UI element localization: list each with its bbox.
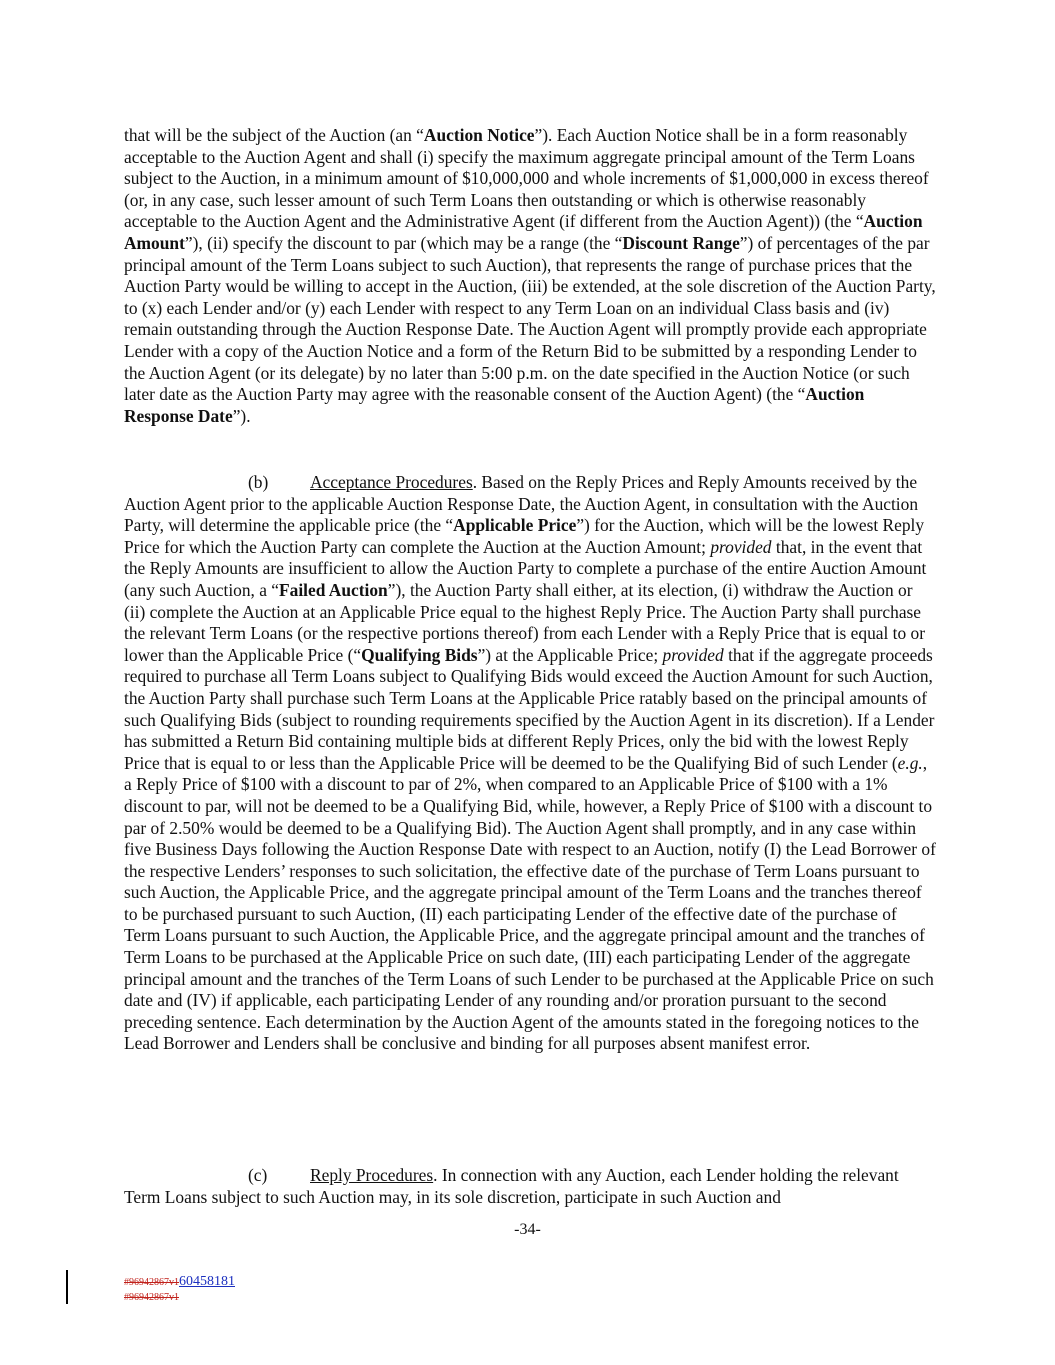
defined-term: Applicable Price <box>453 515 577 536</box>
text-run: ”), the Auction Party shall either, at its election, (i) withdraw the Auction or (ii) complete the Auction at an Applicable Price equal to the highest Reply Price. The Auction Party shall purchase the relevant Term Loans (or the respective portions thereof) from each Lender with a Reply Price that is equal to or lower than the Applicable Price (“ <box>124 579 926 665</box>
defined-term: Auction Response Date <box>124 384 865 426</box>
doc-id-deleted: #96942867v1 <box>124 1277 179 1288</box>
italic-term: provided <box>710 536 772 557</box>
text-run: that if the aggregate proceeds required to purchase all Term Loans subject to Qualifying Bids would exceed the Auction Amount for such Auction, the Auction Party shall purchase such Term Loans at the Applicable Price ratably based on the principal amounts of such Qualifying Bids (subject to rounding requirements specified by the Auction Agent in its discretion). If a Lender has submitted a Return Bid containing multiple bids at different Reply Prices, only the bid with the lowest Reply Price that is equal to or less than the Applicable Price will be deemed to be the Qualifying Bid of such Lender ( <box>124 644 935 773</box>
text-run: ”) at the Applicable Price; <box>477 644 663 665</box>
defined-term: Failed Auction <box>279 579 388 600</box>
text-run: , a Reply Price of $100 with a discount to par of 2%, when compared to an Applicable Price of $100 with a 1% discount to par, will not be deemed to be a Qualifying Bid, while, however, a Reply Price of $100 with a discount to par of 2.50% would be deemed to be a Qualifying Bid). The Auction Agent shall promptly, and in any case within five Business Days following the Auction Response Date with respect to an Auction, notify (I) the Lead Borrower of the respective Lenders’ responses to such solicitation, the effective date of the purchase of Term Loans pursuant to such Auction, the Applicable Price, and the aggregate principal amount of the Term Loans and the tranches thereof to be purchased pursuant to such Auction, (II) each participating Lender of the effective date of the purchase of Term Loans pursuant to such Auction, the Applicable Price, and the aggregate principal amount and the tranches of Term Loans to be purchased at the Applicable Price on such date, (III) each participating Lender of the aggregate principal amount and the tranches of the Term Loans of such Lender to be purchased at the Applicable Price on such date and (IV) if applicable, each participating Lender of any rounding and/or proration pursuant to the second preceding sentence. Each determination by the Auction Agent of the amounts stated in the foregoing notices to the Lead Borrower and Lenders shall be conclusive and binding for all purposes absent manifest error. <box>124 752 936 1054</box>
text-run: . In connection with any Auction, each Lender holding the relevant Term Loans subject to such Auction may, in its sole discretion, participate in such Auction and <box>124 1165 899 1207</box>
doc-id-inserted: 60458181 <box>179 1274 235 1289</box>
change-bar <box>66 1270 68 1304</box>
section-heading: Acceptance Procedures <box>310 472 473 492</box>
text-run: ”). Each Auction Notice shall be in a form reasonably acceptable to the Auction Agent and shall (i) specify the maximum aggregate principal amount of the Term Loans subject to the Auction, in a minimum amount of $10,000,000 and whole increments of $1,000,000 in excess thereof (or, in any case, such lesser amount of such Term Loans then outstanding or which is otherwise reasonably acceptable to the Auction Agent and the Administrative Agent (if different from the Auction Agent)) (the “ <box>124 125 929 232</box>
text-run: . Based on the Reply Prices and Reply Amounts received by the Auction Agent prior to the applicable Auction Response Date, the Auction Agent, in consultation with the Auction Party, will determine the applicable price (the “ <box>124 472 919 536</box>
text-run: ”), (ii) specify the discount to par (which may be a range (the “ <box>184 232 623 253</box>
paragraph-acceptance-procedures <box>124 472 936 1055</box>
page-number: -34- <box>514 1221 541 1238</box>
text-run: that, in the event that the Reply Amounts are insufficient to allow the Auction Party to complete a purchase of the entire Auction Amount (any such Auction, a “ <box>124 536 927 600</box>
defined-term: Discount Range <box>622 232 740 253</box>
defined-term: Auction Amount <box>124 211 923 253</box>
section-heading: Reply Procedures <box>310 1165 434 1185</box>
text-run: ”). <box>232 405 251 426</box>
italic-term: e.g. <box>897 752 923 773</box>
doc-id-deleted-2: #96942867v1 <box>124 1292 179 1303</box>
defined-term: Auction Notice <box>423 125 535 145</box>
paragraph-auction-notice <box>124 125 936 427</box>
section-label: (c) <box>248 1165 268 1185</box>
italic-term: provided <box>662 644 724 665</box>
text-run: that will be the subject of the Auction (an “ <box>124 125 424 145</box>
text-run: ”) of percentages of the par principal amount of the Term Loans subject to such Auction), that represents the range of purchase prices that the Auction Party would be willing to accept in the Auction, (iii) be extended, at the sole discretion of the Auction Party, to (x) each Lender and/or (y) each Lender with respect to any Term Loan on an individual Class basis and (iv) remain outstanding through the Auction Response Date. The Auction Agent will promptly provide each appropriate Lender with a copy of the Auction Notice and a form of the Return Bid to be submitted by a responding Lender to the Auction Agent (or its delegate) by no later than 5:00 p.m. on the date specified in the Auction Notice (or such later date as the Auction Party may agree with the reasonable consent of the Auction Agent) (the “ <box>124 232 936 405</box>
text-run: ”) for the Auction, which will be the lowest Reply Price for which the Auction Party can complete the Auction at the Auction Amount; <box>124 515 925 557</box>
defined-term: Qualifying Bids <box>361 644 478 665</box>
document-id-footer <box>124 1272 235 1305</box>
paragraph-reply-procedures <box>124 1165 936 1208</box>
section-label: (b) <box>248 472 269 492</box>
